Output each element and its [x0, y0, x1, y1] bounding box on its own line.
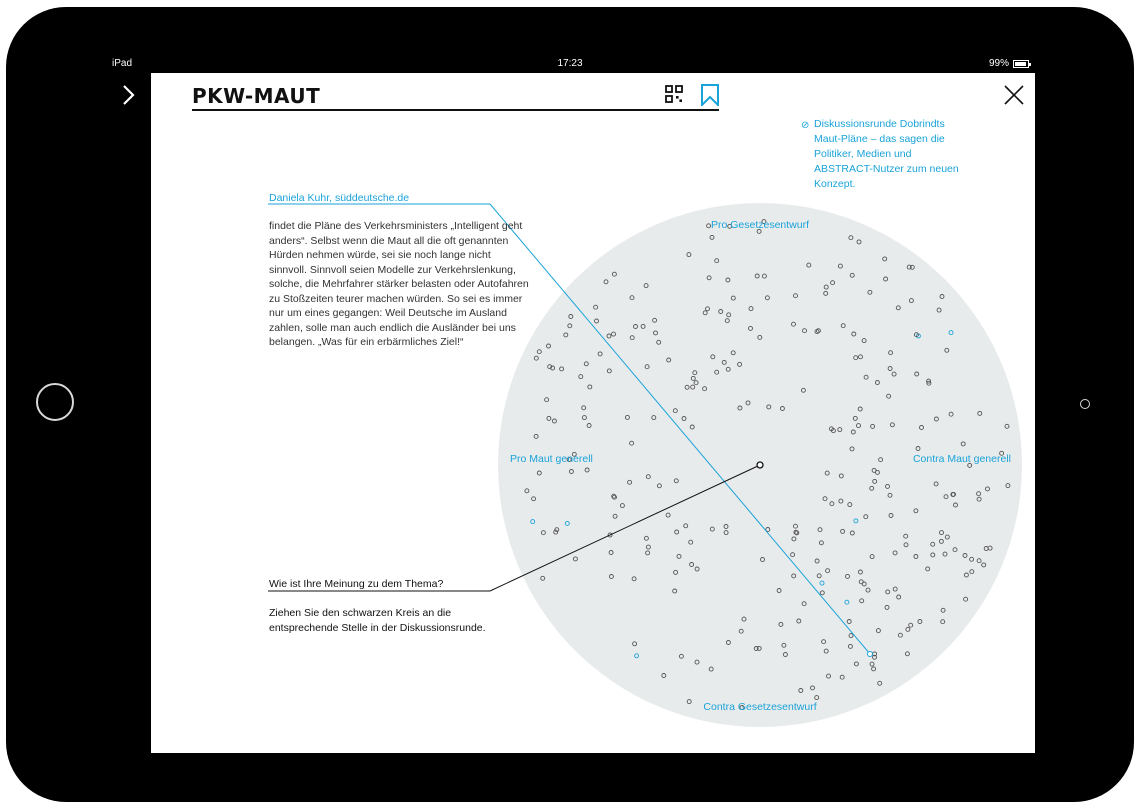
- article-view: [151, 73, 1035, 753]
- opinion-question: Wie ist Ihre Meinung zu dem Thema?: [269, 578, 444, 590]
- user-opinion-handle[interactable]: [757, 462, 763, 468]
- close-icon[interactable]: [1003, 84, 1025, 106]
- home-button[interactable]: [36, 383, 74, 421]
- screen: [105, 55, 1035, 753]
- battery-percentage: 99%: [988, 58, 1009, 69]
- label-contra-maut-generell: Contra Maut generell: [912, 453, 1011, 465]
- title-underline: [192, 109, 719, 111]
- check-circle-icon: ⊘: [801, 120, 810, 131]
- label-contra-gesetzesentwurf: Contra Gesetzesentwurf: [703, 701, 817, 713]
- opinion-instruction: Ziehen Sie den schwarzen Kreis an die entsprechende Stelle in der Diskussionsrunde.: [269, 607, 486, 634]
- label-pro-gesetzesentwurf: Pro Gesetzesentwurf: [710, 219, 810, 231]
- opinion-author[interactable]: Daniela Kuhr, süddeutsche.de: [269, 192, 410, 204]
- bookmark-icon[interactable]: [700, 84, 720, 106]
- chevron-right-icon[interactable]: [116, 83, 140, 107]
- opinion-quote: findet die Pläne des Verkehrsministers „Intelligent geht anders“. Selbst wenn die Maut all die oft genannten Hürden nehmen würde, sei sie noch lange nicht sinnvoll. Sinnvoll seien Modelle zur Verkehrslenkung, solche, die Mehrfahrer stärker belasten oder Autofahren zu Stoßzeiten teurer machen würden. So sei es immer nur um eines gegangen: Weil Deutsche im Ausland zahlen, solle man auch endlich die Ausländer bei uns belangen. „Was für ein erbärmliches Ziel!“: [269, 220, 529, 348]
- status-bar: [105, 55, 1035, 73]
- discussion-link-text: Diskussionsrunde Dobrindts Maut-Pläne – das sagen die Politiker, Medien und ABSTRACT-Nutzer zum neuen Konzept.: [814, 118, 959, 190]
- grid-icon[interactable]: [665, 85, 683, 103]
- author-position-dot: [868, 652, 873, 657]
- camera: [1080, 399, 1090, 409]
- sidebar: [105, 73, 151, 753]
- carrier-label: iPad: [112, 58, 133, 69]
- battery-icon: [1013, 60, 1029, 68]
- discussion-link[interactable]: [801, 117, 971, 192]
- page-title: PKW-MAUT: [192, 84, 321, 108]
- label-pro-maut-generell: Pro Maut generell: [510, 453, 593, 465]
- clock: 17:23: [557, 58, 583, 69]
